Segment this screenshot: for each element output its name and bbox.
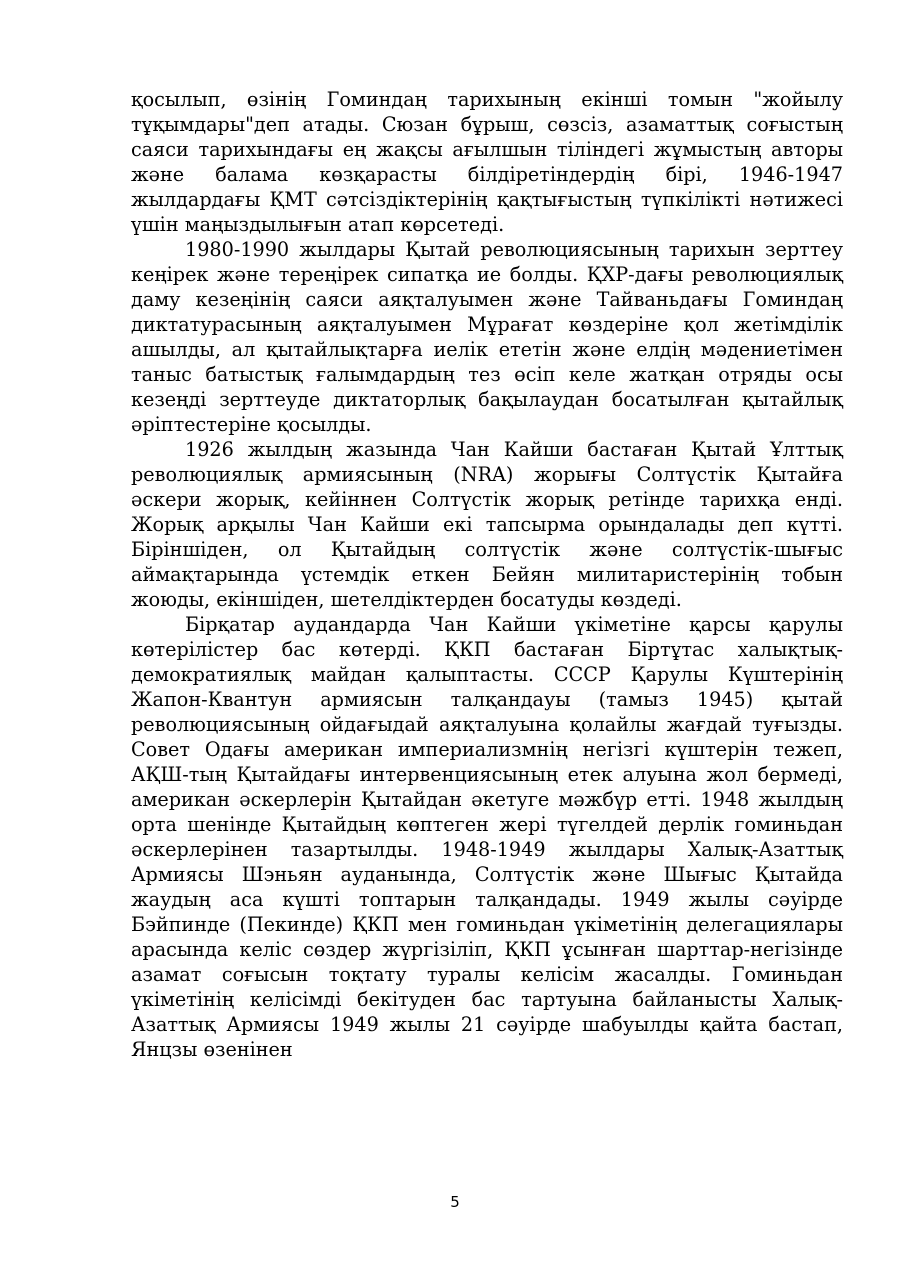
- paragraph-1: қосылып, өзінің Гоминдаң тарихының екінші томын "жойылу тұқымдары"деп атады. Сюзан бұрыш, сөзсіз, азаматтық соғыстың саяси тарихындағы ең жақсы ағылшын тіліндегі жұмыстың авторы және балама көзқарасты білдіретіндердің бірі, 1946-1947 жылдардағы ҚМТ сәтсіздіктерінің қақтығыстың түпкілікті нәтижесі үшін маңыздылығын атап көрсетеді.: [131, 88, 843, 236]
- paragraph-2: 1980-1990 жылдары Қытай революциясының тарихын зерттеу кеңірек және тереңірек сипатқа ие болды. ҚХР-дағы революциялық даму кезеңінің саяси аяқталуымен және Тайваньдағы Гоминдаң диктатурасының аяқталуымен Мұрағат көздеріне қол жетімділік ашылды, ал қытайлықтарға иелік ететін және елдің мәдениетімен таныс батыстық ғалымдардың тез өсіп келе жатқан отряды осы кезеңді зерттеуде диктаторлық бақылаудан босатылған қытайлық әріптестеріне қосылды.: [131, 238, 843, 436]
- document-page: [131, 87, 843, 1062]
- paragraph-3: 1926 жылдың жазында Чан Кайши бастаған Қытай Ұлттық революциялық армиясының (NRA) жорығы Солтүстік Қытайға әскери жорық, кейіннен Солтүстік жорық ретінде тарихқа енді. Жорық арқылы Чан Кайши екі тапсырма орындалады деп күтті. Біріншіден, ол Қытайдың солтүстік және солтүстік-шығыс аймақтарында үстемдік еткен Бейян милитаристерінің тобын жоюды, екіншіден, шетелдіктерден босатуды көздеді.: [131, 438, 843, 611]
- paragraph-4: Бірқатар аудандарда Чан Кайши үкіметіне қарсы қарулы көтерілістер бас көтерді. ҚКП бастаған Біртұтас халықтық-демократиялық майдан қалыптасты. СССР Қарулы Күштерінің Жапон-Квантун армиясын талқандауы (тамыз 1945) қытай революциясының ойдағыдай аяқталуына қолайлы жағдай туғызды. Совет Одағы американ империализмнің негізгі күштерін тежеп, АҚШ-тың Қытайдағы интервенциясының етек алуына жол бермеді, американ әскерлерін Қытайдан әкетуге мәжбүр етті. 1948 жылдың орта шенінде Қытайдың көптеген жері түгелдей дерлік гоминьдан әскерлерінен тазартылды. 1948-1949 жылдары Халық-Азаттық Армиясы Шэньян ауданында, Солтүстік және Шығыс Қытайда жаудың аса күшті топтарын талқандады. 1949 жылы сәуірде Бэйпинде (Пекинде) ҚКП мен гоминьдан үкіметінің делегациялары арасында келіс сөздер жүргізіліп, ҚКП ұсынған шарттар-негізінде азамат соғысын тоқтату туралы келісім жасалды. Гоминьдан үкіметінің келісімді бекітуден бас тартуына байланысты Халық-Азаттық Армиясы 1949 жылы 21 сәуірде шабуылды қайта бастап, Янцзы өзенінен: [131, 613, 843, 1061]
- page-number: 5: [450, 1193, 460, 1211]
